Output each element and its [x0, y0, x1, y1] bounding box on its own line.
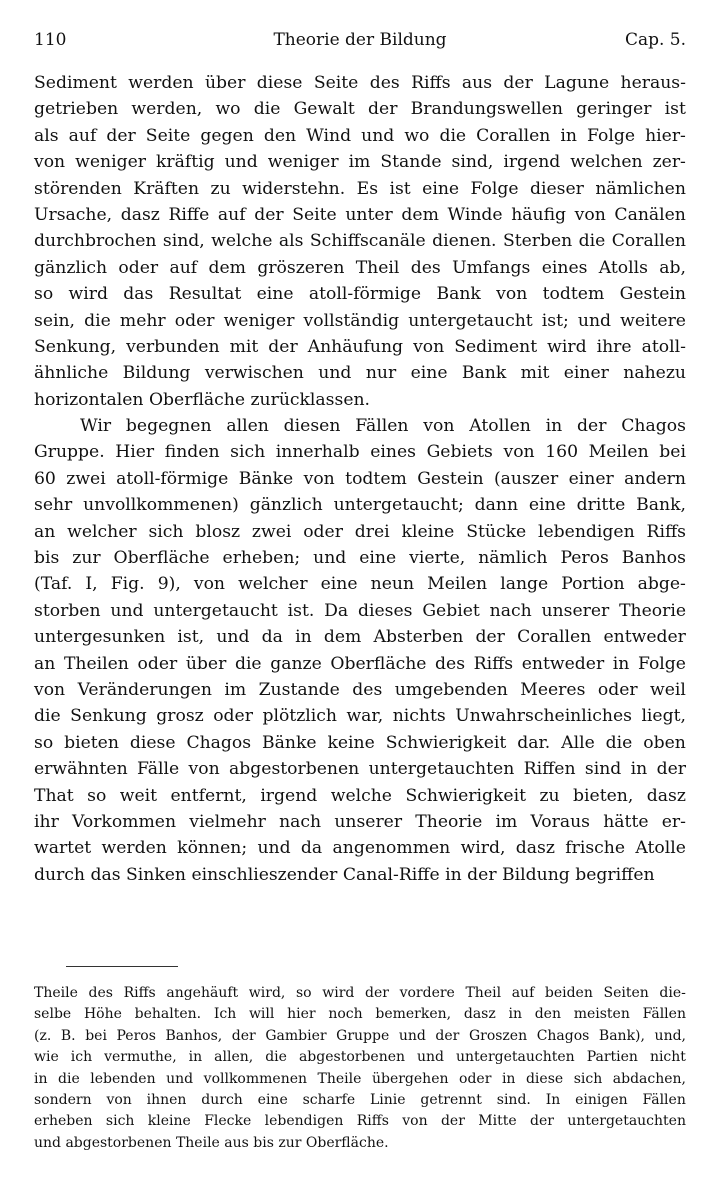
chapter-label: Cap. 5. [624, 30, 686, 50]
body-line: horizontalen Oberfläche zurücklassen. [34, 389, 371, 410]
footnote-line: erheben sich kleine Flecke lebendigen Riffs von der Mitte der untergetauchten [34, 1113, 686, 1130]
body-line: Wir begegnen allen diesen Fällen von Atollen in der Chagos [80, 416, 686, 437]
footnote [34, 983, 686, 1154]
body-line: That so weit entfernt, irgend welche Schwierigkeit zu bieten, dasz [34, 785, 686, 806]
footnote-line: (z. B. bei Peros Banhos, der Gambier Gruppe und der Groszen Chagos Bank), und, [34, 1027, 686, 1044]
footnote-line: in die lebenden und vollkommenen Theile übergehen oder in diese sich abdachen, [34, 1070, 686, 1087]
footnote-line: wie ich vermuthe, in allen, die abgestorbenen und untergetauchten Partien nicht [34, 1049, 686, 1066]
body-line: so bieten diese Chagos Bänke keine Schwierigkeit dar. Alle die oben [34, 732, 686, 753]
body-line: gänzlich oder auf dem gröszeren Theil des Umfangs eines Atolls ab, [34, 257, 686, 278]
body-text [34, 70, 686, 888]
body-line: die Senkung grosz oder plötzlich war, nichts Unwahrscheinliches liegt, [34, 706, 686, 727]
body-line: sein, die mehr oder weniger vollständig untergetaucht ist; und weitere [34, 310, 686, 331]
body-line: an welcher sich blosz zwei oder drei kleine Stücke lebendigen Riffs [34, 521, 686, 542]
body-line: sehr unvollkommenen) gänzlich untergetaucht; dann eine dritte Bank, [34, 495, 686, 516]
body-line: 60 zwei atoll-förmige Bänke von todtem Gestein (auszer einer andern [34, 468, 686, 489]
body-line: als auf der Seite gegen den Wind und wo die Corallen in Folge hier- [34, 125, 686, 146]
body-line: wartet werden können; und da angenommen wird, dasz frische Atolle [34, 838, 686, 859]
body-line: Senkung, verbunden mit der Anhäufung von Sediment wird ihre atoll- [34, 336, 686, 357]
body-line: so wird das Resultat eine atoll-förmige Bank von todtem Gestein [34, 284, 686, 305]
body-line: untergesunken ist, und da in dem Absterben der Corallen entweder [34, 627, 686, 648]
body-line: durchbrochen sind, welche als Schiffscanäle dienen. Sterben die Corallen [34, 231, 686, 252]
body-line: ähnliche Bildung verwischen und nur eine Bank mit einer nahezu [34, 363, 686, 384]
body-line: Ursache, dasz Riffe auf der Seite unter dem Winde häufig von Canälen [34, 204, 686, 225]
running-title: Theorie der Bildung [273, 30, 447, 50]
footnote-line: selbe Höhe behalten. Ich will hier noch bemerken, dasz in den meisten Fällen [34, 1006, 686, 1023]
body-line: von weniger kräftig und weniger im Stande sind, irgend welchen zer- [34, 152, 686, 173]
footnote-line: und abgestorbenen Theile aus bis zur Oberfläche. [34, 1134, 389, 1151]
body-line: Sediment werden über diese Seite des Riffs aus der Lagune heraus- [34, 73, 686, 93]
footnote-separator [66, 966, 178, 967]
footnote-line: sondern von ihnen durch eine scharfe Linie getrennt sind. In einigen Fällen [34, 1091, 686, 1108]
body-line: Gruppe. Hier finden sich innerhalb eines Gebiets von 160 Meilen bei [34, 442, 686, 463]
page-number: 110 [34, 30, 67, 50]
body-line: bis zur Oberfläche erheben; und eine vierte, nämlich Peros Banhos [34, 548, 686, 569]
body-line: getrieben werden, wo die Gewalt der Brandungswellen geringer ist [34, 99, 686, 120]
footnote-line: Theile des Riffs angehäuft wird, so wird der vordere Theil auf beiden Seiten die- [34, 985, 686, 1001]
body-line: durch das Sinken einschlieszender Canal-Riffe in der Bildung begriffen [34, 864, 655, 885]
body-line: (Taf. I, Fig. 9), von welcher eine neun Meilen lange Portion abge- [34, 574, 686, 595]
body-line: storben und untergetaucht ist. Da dieses Gebiet nach unserer Theorie [34, 600, 686, 621]
body-line: erwähnten Fälle von abgestorbenen untergetauchten Riffen sind in der [34, 759, 686, 780]
body-line: störenden Kräften zu widerstehn. Es ist eine Folge dieser nämlichen [34, 178, 686, 199]
body-line: ihr Vorkommen vielmehr nach unserer Theorie im Voraus hätte er- [34, 811, 686, 832]
body-line: an Theilen oder über die ganze Oberfläche des Riffs entweder in Folge [34, 653, 686, 674]
body-line: von Veränderungen im Zustande des umgebenden Meeres oder weil [34, 679, 686, 700]
page-header [34, 30, 686, 56]
